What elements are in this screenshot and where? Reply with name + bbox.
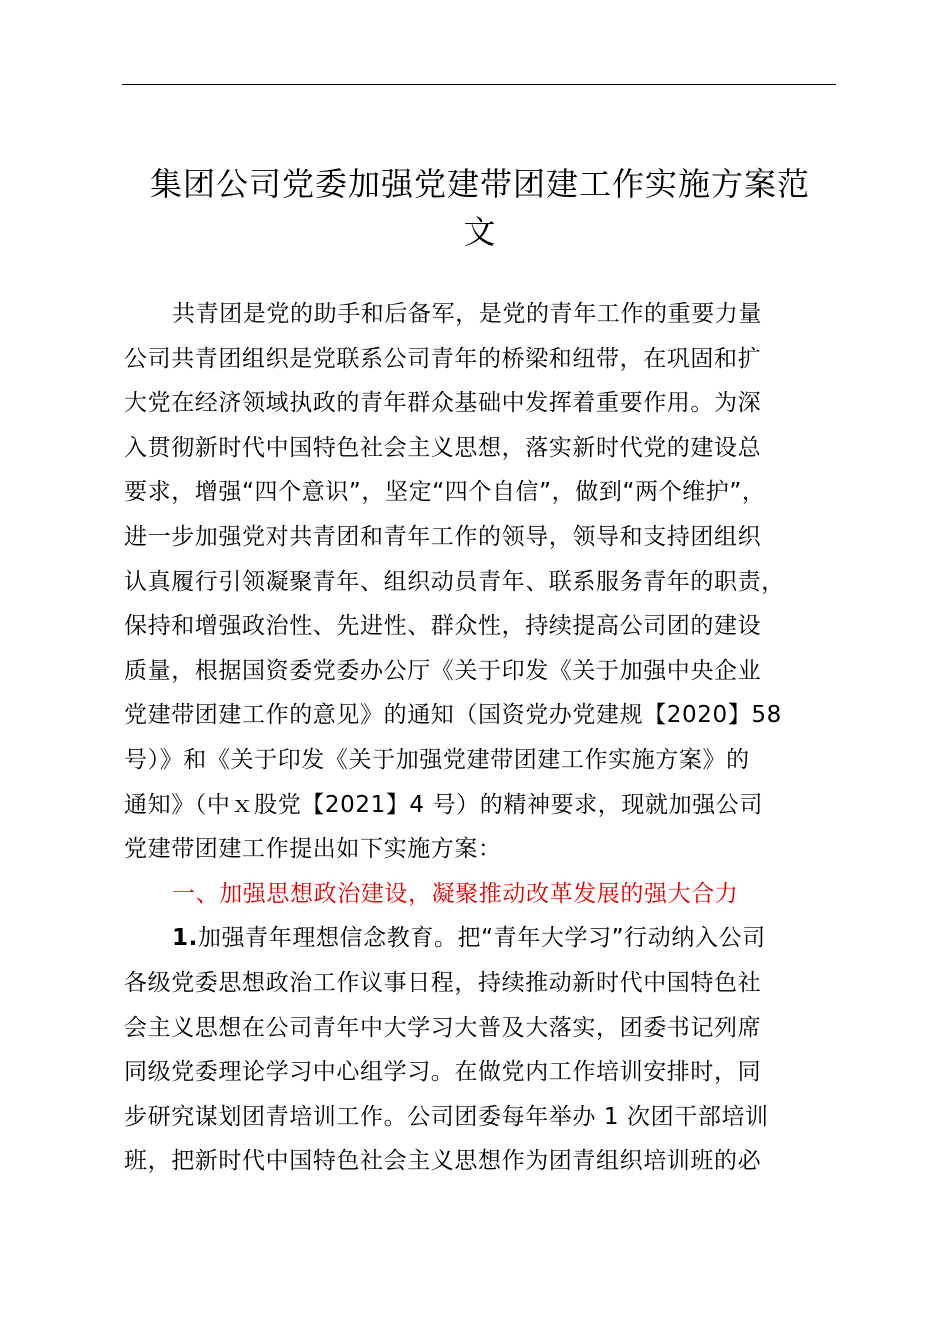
intro-line: 认真履行引领凝聚青年、组织动员青年、联系服务青年的职责，: [124, 568, 785, 595]
item-1-line: 各级党委思想政治工作议事日程，持续推动新时代中国特色社: [124, 969, 762, 996]
intro-line: 要求，增强“四个意识”，坚定“四个自信”，做到“两个维护”，: [124, 479, 766, 506]
section-heading-1: 一、加强思想政治建设，凝聚推动改革发展的强大合力: [172, 880, 739, 907]
intro-line: 号）》和《关于印发《关于加强党建带团建工作实施方案》的: [124, 746, 750, 773]
intro-line: 党建带团建工作提出如下实施方案：: [124, 836, 502, 863]
intro-line: 通知》（中ｘ股党【2021】4 号）的精神要求，现就加强公司: [124, 791, 763, 818]
intro-line: 进一步加强党对共青团和青年工作的领导，领导和支持团组织: [124, 523, 762, 550]
title-line-2: 文: [463, 213, 497, 251]
intro-line: 入贯彻新时代中国特色社会主义思想，落实新时代党的建设总: [124, 434, 762, 461]
item-1-line: 班，把新时代中国特色社会主义思想作为团青组织培训班的必: [124, 1148, 762, 1175]
intro-line: 保持和增强政治性、先进性、群众性，持续提高公司团的建设: [124, 613, 762, 640]
item-1-first-line: [124, 916, 864, 961]
document-title: [110, 160, 850, 256]
intro-line: 党建带团建工作的意见》的通知（国资党办党建规【2020】58: [124, 702, 782, 729]
item-1-line: 会主义思想在公司青年中大学习大普及大落实，团委书记列席: [124, 1014, 762, 1041]
intro-line: 质量，根据国资委党委办公厅《关于印发《关于加强中央企业: [124, 657, 762, 684]
item-1-line: 步研究谋划团青培训工作。公司团委每年举办 1 次团干部培训: [124, 1103, 769, 1130]
item-1-text: 加强青年理想信念教育。把“青年大学习”行动纳入公司: [197, 925, 766, 952]
item-1-number: 1.: [172, 925, 198, 952]
title-line-1: 集团公司党委加强党建带团建工作实施方案范: [149, 165, 810, 203]
intro-line: 大党在经济领域执政的青年群众基础中发挥着重要作用。为深: [124, 390, 762, 417]
header-rule: [122, 84, 836, 85]
item-1-line: 同级党委理论学习中心组学习。在做党内工作培训安排时，同: [124, 1059, 762, 1086]
document-body: [124, 292, 864, 1184]
intro-line: 共青团是党的助手和后备军，是党的青年工作的重要力量: [172, 301, 762, 327]
intro-line: 公司共青团组织是党联系公司青年的桥梁和纽带，在巩固和扩: [124, 345, 762, 372]
